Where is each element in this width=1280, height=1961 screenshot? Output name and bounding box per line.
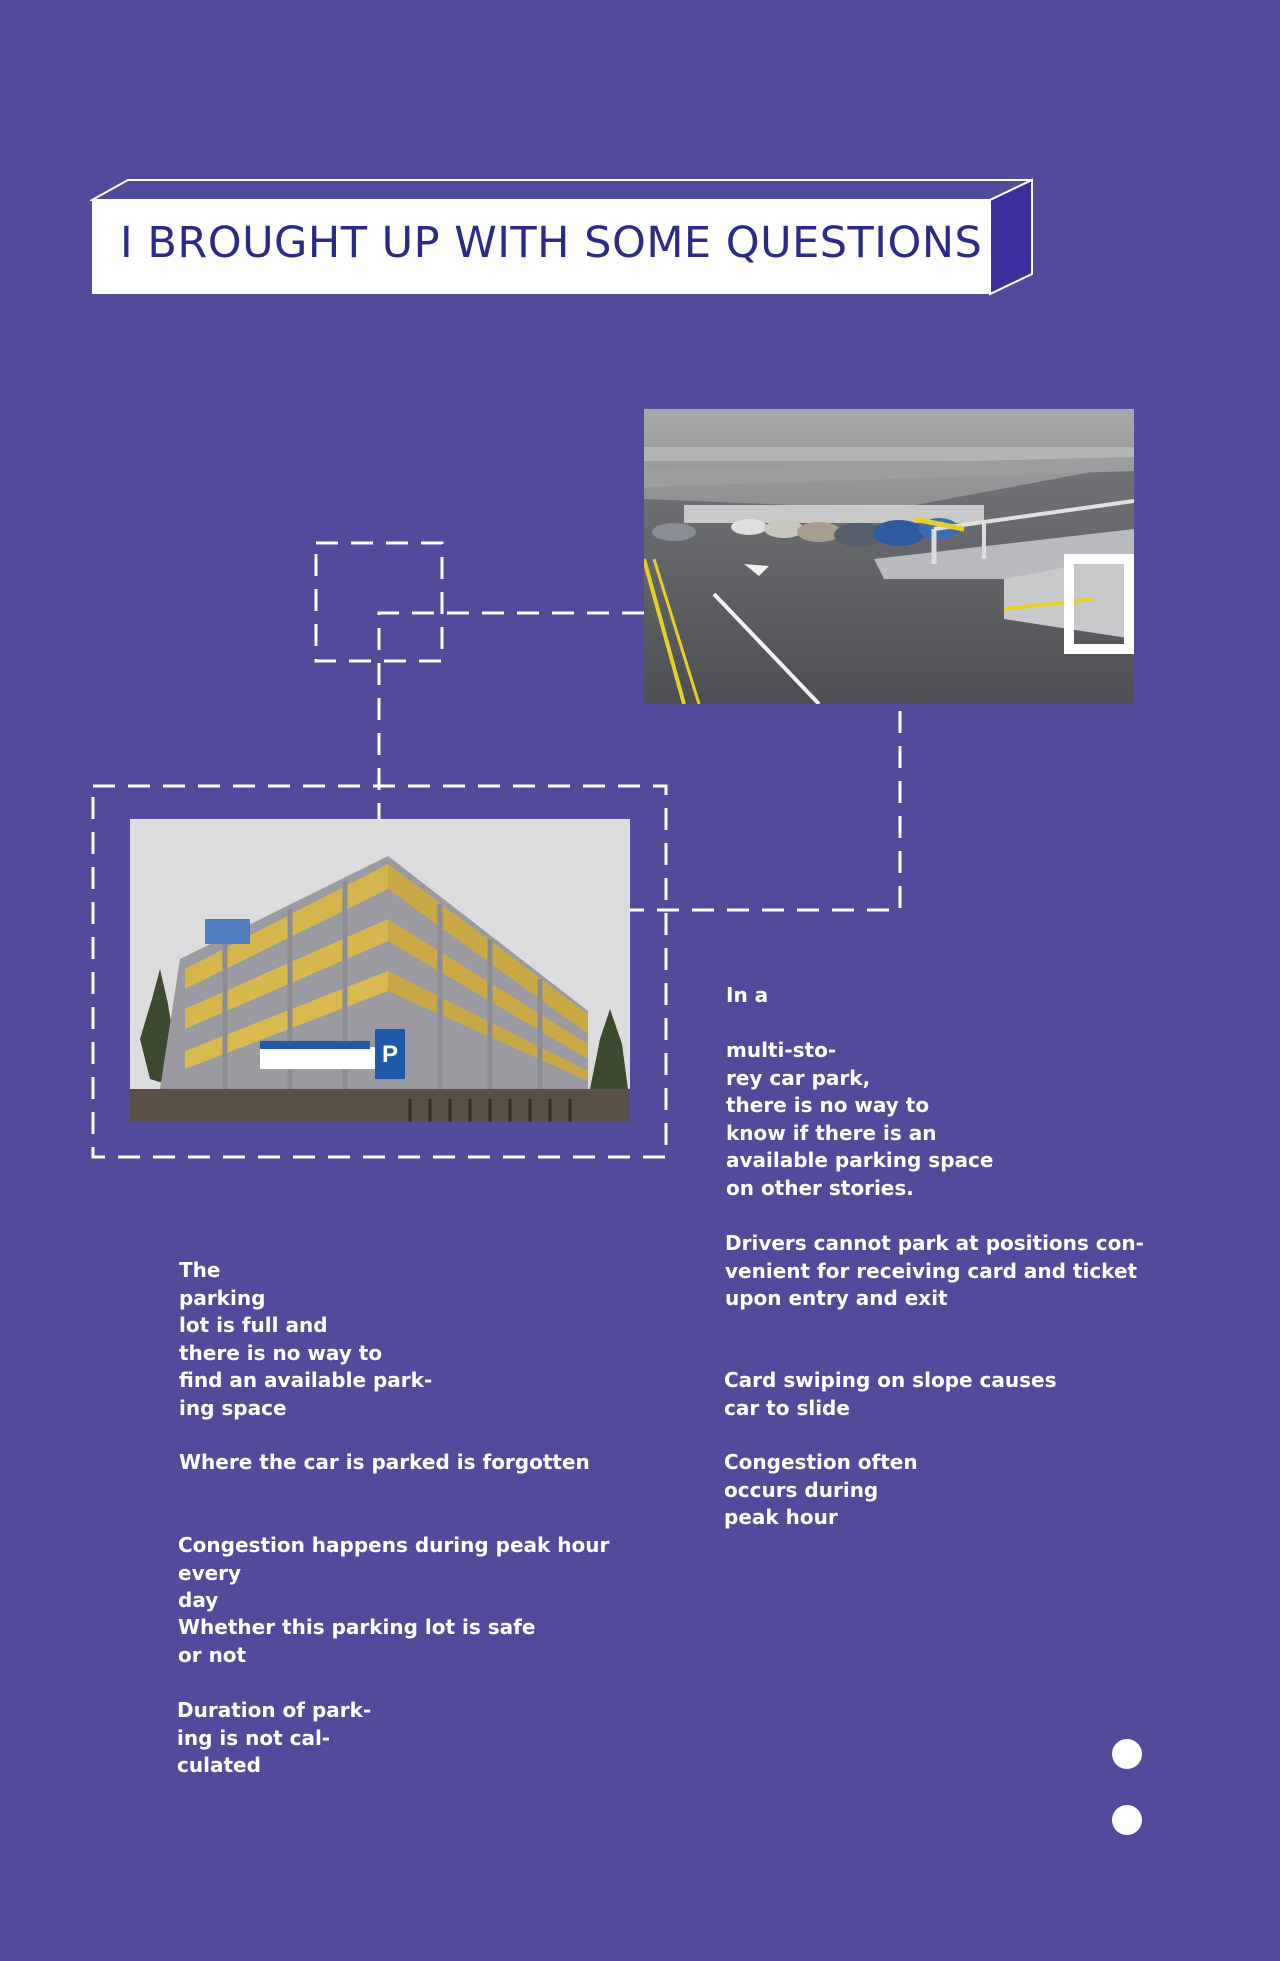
page-dot-2[interactable] [1112,1805,1142,1835]
question-lot-full: The parking lot is full and there is no way to find an available park- ing space [179,1258,433,1420]
question-peak-congestion: Congestion often occurs during peak hour [724,1450,918,1529]
question-car-forgotten: Where the car is parked is forgotten [179,1450,590,1474]
question-duration: Duration of park- ing is not cal- culated [177,1698,372,1777]
garage-exterior-photo [130,819,630,1122]
page-dot-1[interactable] [1112,1739,1142,1769]
page-title: I BROUGHT UP WITH SOME QUESTIONS [120,218,983,268]
question-park-position: Drivers cannot park at positions con- venient for receiving card and ticket upon entry and exit [725,1231,1144,1310]
question-daily-congestion: Congestion happens during peak hour every day [178,1533,610,1612]
garage-interior-photo [644,409,1134,704]
question-safety: Whether this parking lot is safe or not [178,1615,536,1667]
parking-sign-letter: P [381,1041,399,1068]
question-multistorey-availability: In a multi-sto- rey car park, there is no way to know if there is an available parking space on other stories. [726,983,994,1200]
question-slope-sliding: Card swiping on slope causes car to slide [724,1368,1057,1420]
